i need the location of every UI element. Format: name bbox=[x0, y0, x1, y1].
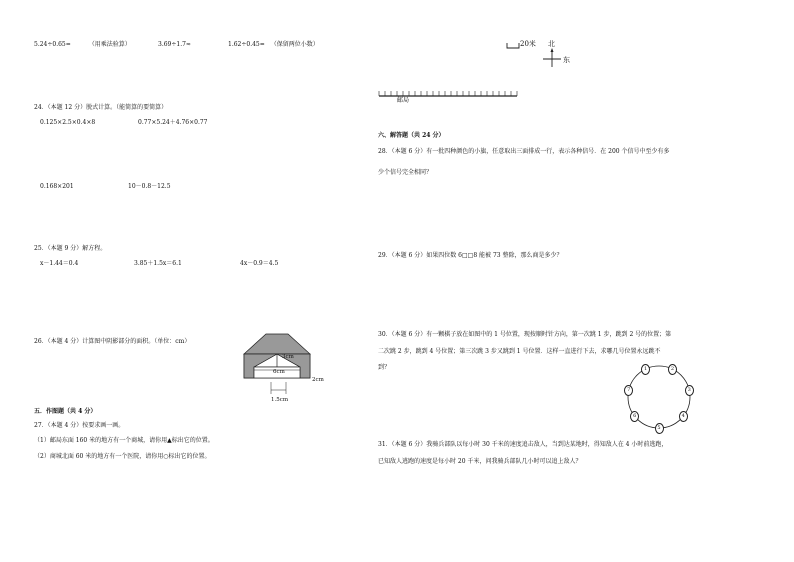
section5-title: 五．作图题（共 4 分） bbox=[34, 408, 97, 415]
q30-position-2: 2 bbox=[668, 364, 677, 375]
q23-item-3 bbox=[228, 41, 319, 49]
map-east-label: 东 bbox=[563, 56, 570, 64]
q30-position-3: 3 bbox=[685, 385, 694, 396]
q25-item-3: 4x－0.9＝4.5 bbox=[240, 260, 279, 267]
q28-line-2: 少个信号完全相同？ bbox=[378, 169, 433, 176]
q23-note-1: （用乘法验算） bbox=[88, 41, 131, 48]
q24-title: 24．（本题 12 分）脱式计算。（能简算的要简算） bbox=[34, 104, 168, 111]
q24-item-1: 0.125×2.5×0.4×8 bbox=[40, 119, 96, 126]
q26-shaded-figure bbox=[240, 330, 330, 402]
q26-label-1-5cm: 1.5cm bbox=[271, 397, 289, 403]
q30-position-1: 1 bbox=[641, 364, 650, 375]
q26-label-6cm: 6cm bbox=[273, 369, 285, 375]
q30-line-3: 到？ bbox=[378, 364, 391, 371]
q30-position-5: 5 bbox=[655, 423, 664, 434]
q23-note-3: （保留两位小数） bbox=[270, 41, 319, 48]
q30-position-6: 6 bbox=[630, 411, 639, 422]
q30-position-4: 4 bbox=[679, 411, 688, 422]
q25-item-2: 3.85＋1.5x＝6.1 bbox=[134, 260, 182, 267]
q30-line-2: 二次跳 2 步，跳到 4 号位置；第三次跳 3 步又跳到 1 号位置．这样一直进行下去，求哪几号位置永远跳不 bbox=[378, 348, 661, 355]
map-north-label: 北 bbox=[548, 40, 555, 48]
q23-expr-1: 5.24÷0.65= bbox=[34, 41, 71, 48]
q26-label-2cm: 2cm bbox=[312, 377, 324, 383]
q28-line-1: 28．（本题 6 分）有一批四种颜色的小旗，任意取出三面排成一行，表示各种信号．在 200 个信号中至少有多 bbox=[378, 148, 670, 155]
q30-position-7: 7 bbox=[624, 385, 633, 396]
q25-item-1: x－1.44＝0.4 bbox=[40, 260, 79, 267]
q23-expr-3: 1.62÷0.45= bbox=[228, 41, 265, 48]
q31-line-2: 已知敌人逃跑的速度是每小时 20 千米，问我骑兵部队几小时可以追上敌人？ bbox=[378, 458, 582, 465]
q30-line-1: 30．（本题 6 分）有一颗棋子放在如图中的 1 号位置，现按顺时针方向，第一次跳 1 步，跳到 2 号的位置；第 bbox=[378, 331, 672, 338]
q27-part-1: （1）邮局东面 160 米的地方有一个商城，请你用▲标出它的位置。 bbox=[34, 437, 214, 444]
q27-part-2: （2）商城北面 60 米的地方有一个医院，请你用○标出它的位置。 bbox=[34, 453, 211, 460]
q25-title: 25．（本题 9 分）解方程。 bbox=[34, 245, 107, 252]
section6-title: 六、解答题（共 24 分） bbox=[378, 132, 445, 139]
q23-expr-2: 3.69÷1.7≈ bbox=[158, 41, 191, 48]
map-post-office-label: 邮局 bbox=[397, 97, 410, 104]
q31-line-1: 31．（本题 6 分）我骑兵部队以每小时 30 千米的速度追击敌人，当到达某地时，得知敌人在 4 小时前逃跑， bbox=[378, 441, 668, 448]
map-scale-bar-icon bbox=[506, 42, 520, 50]
q24-item-3: 0.168×201 bbox=[40, 183, 74, 190]
map-scale-label: 20米 bbox=[520, 40, 536, 48]
q26-shaded-triangle bbox=[244, 334, 310, 354]
q24-item-4: 10－0.8－12.5 bbox=[128, 183, 171, 190]
q26-title: 26．（本题 4 分）计算图中阴影部分的面积。（单位：cm） bbox=[34, 338, 191, 345]
q23-item-1 bbox=[34, 41, 131, 49]
q24-item-2: 0.77×5.24＋4.76×0.77 bbox=[138, 119, 208, 126]
q26-label-3cm: 3cm bbox=[282, 354, 294, 360]
compass-icon bbox=[540, 48, 564, 68]
q27-title: 27．（本题 4 分）按要求画一画。 bbox=[34, 422, 125, 429]
q29-text: 29．（本题 6 分）如果四位数 6□□8 能被 73 整除，那么商是多少？ bbox=[378, 252, 563, 259]
